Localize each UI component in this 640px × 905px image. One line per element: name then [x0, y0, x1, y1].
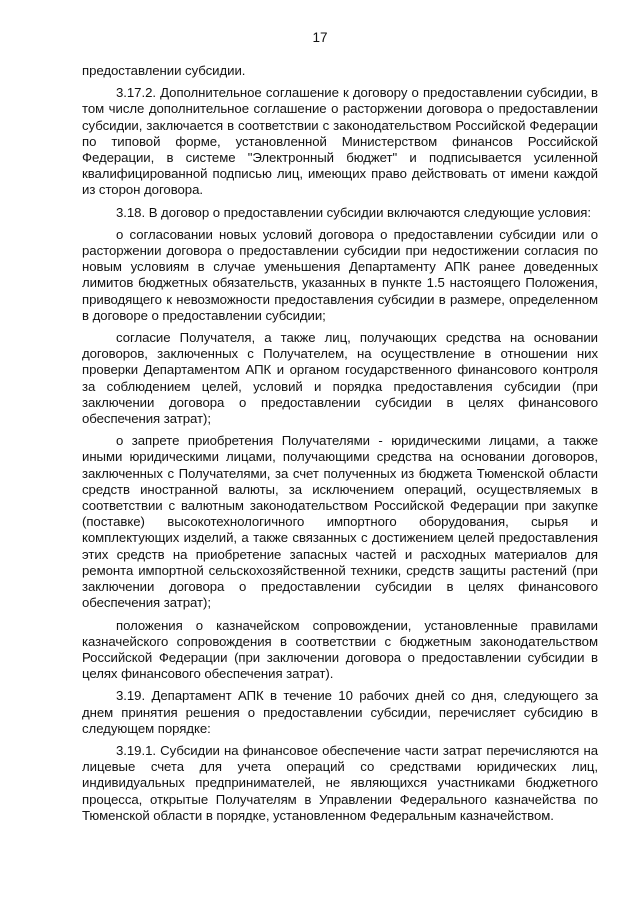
- condition-treasury-support: положения о казначейском сопровождении, установленные правилами казначейского сопровождения в соответствии с бюджетным законодательством Российской Федерации (при заключении договора о предоставлении субсидии в целях финансового обеспечения затрат).: [82, 617, 598, 682]
- paragraph-3-19: 3.19. Департамент АПК в течение 10 рабочих дней со дня, следующего за днем принятия решения о предоставлении субсидии, перечисляет субсидию в следующем порядке:: [82, 688, 598, 736]
- condition-consent-audit: согласие Получателя, а также лиц, получающих средства на основании договоров, заключенных с Получателем, на осуществление в отношении них проверки Департаментом АПК и органом государственного финансового контроля за соблюдением целей, условий и порядка предоставления субсидии (при заключении договора о предоставлении субсидии в целях финансового обеспечения затрат);: [82, 330, 598, 427]
- condition-currency-ban: о запрете приобретения Получателями - юридическими лицами, а также иными юридическими лицами, получающими средства на основании договоров, заключенных с Получателями, за счет полученных из бюджета Тюменской области средств иностранной валюты, за исключением операций, осуществляемых в соответствии с валютным законодательством Российской Федерации при закупке (поставке) высокотехнологичного импортного оборудования, сырья и комплектующих изделий, а также связанных с достижением целей предоставления этих средств на приобретение запасных частей и расходных материалов для ремонта импортной сельскохозяйственной техники, средств защиты растений (при заключении договора о предоставлении субсидии в целях финансового обеспечения затрат);: [82, 433, 598, 611]
- paragraph-3-18: 3.18. В договор о предоставлении субсидии включаются следующие условия:: [116, 204, 591, 220]
- paragraph-3-19-1: 3.19.1. Субсидии на финансовое обеспечение части затрат перечисляются на лицевые счета для учета операций со средствами юридических лиц, индивидуальных предпринимателей, не являющихся участниками бюджетного процесса, открытые Получателям в Управлении Федерального казначейства по Тюменской области в порядке, установленном Федеральным казначейством.: [82, 742, 598, 823]
- paragraph-3-17-2: 3.17.2. Дополнительное соглашение к договору о предоставлении субсидии, в том числе дополнительное соглашение о расторжении договора о предоставлении субсидии, заключается в соответствии с законодательством Российской Федерации по типовой форме, установленной Министерством финансов Российской Федерации, в системе "Электронный бюджет" и подписывается усиленной квалифицированной подписью лиц, имеющих право действовать от имени каждой из сторон договора.: [82, 85, 598, 198]
- condition-new-terms: о согласовании новых условий договора о предоставлении субсидии или о расторжении договора о предоставлении субсидии при недостижении согласия по новым условиям в случае уменьшения Департаменту АПК ранее доведенных лимитов бюджетных обязательств, указанных в пункте 1.5 настоящего Положения, приводящего к невозможности предоставления субсидии в размере, определенном в договоре о предоставлении субсидии;: [82, 226, 598, 323]
- document-text: [82, 63, 598, 830]
- page-number: 17: [312, 30, 328, 45]
- paragraph-continuation: предоставлении субсидии.: [82, 63, 246, 78]
